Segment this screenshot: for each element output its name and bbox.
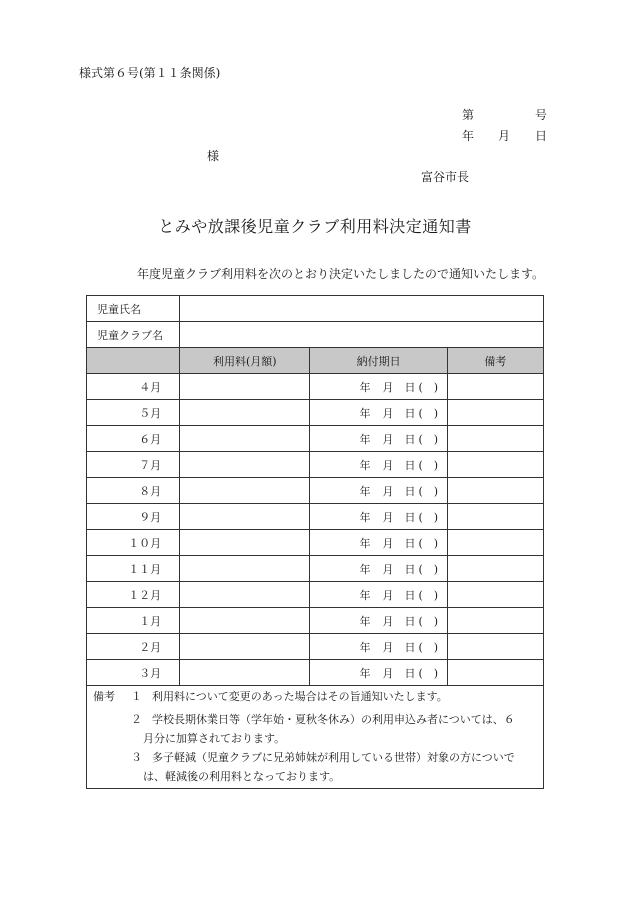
table-row [87,582,544,608]
table-row [87,400,544,426]
fee-cell[interactable] [180,374,310,400]
due-weekday-paren: ( ) [418,640,439,654]
table-row [87,530,544,556]
due-weekday-paren: ( ) [418,432,439,446]
due-day-label: 日 [404,640,416,654]
issuer-name: 富谷市長 [421,170,470,184]
due-month-label: 月 [382,458,394,472]
note-text-3b: は、軽減後の利用料となっております。 [143,770,341,783]
remarks-cell[interactable] [447,478,543,504]
due-day-label: 日 [404,588,416,602]
fee-cell[interactable] [180,582,310,608]
due-weekday-paren: ( ) [418,380,439,394]
header-due-date: 納付期日 [310,348,447,374]
note-text-2a: 学校長期休業日等（学年始・夏秋冬休み）の利用申込み者については、６ [152,713,515,726]
remarks-cell[interactable] [447,452,543,478]
due-year-label: 年 [359,588,371,602]
month-label: １２月 [87,582,180,608]
fee-table [86,295,544,686]
due-date-cell[interactable] [310,582,447,608]
due-month-label: 月 [382,640,394,654]
intro-text: 年度児童クラブ利用料を次のとおり決定いたしましたので通知いたします。 [137,267,545,281]
due-year-label: 年 [359,666,371,680]
due-day-label: 日 [404,536,416,550]
due-month-label: 月 [382,562,394,576]
due-day-label: 日 [404,484,416,498]
due-year-label: 年 [359,510,371,524]
fee-cell[interactable] [180,452,310,478]
due-day-label: 日 [404,562,416,576]
due-date-cell[interactable] [310,530,447,556]
due-year-label: 年 [359,562,371,576]
due-year-label: 年 [359,484,371,498]
remarks-cell[interactable] [447,374,543,400]
table-row [87,504,544,530]
month-label: １１月 [87,556,180,582]
table-row [87,634,544,660]
due-date-cell[interactable] [310,504,447,530]
due-date-cell[interactable] [310,556,447,582]
due-year-label: 年 [359,406,371,420]
due-weekday-paren: ( ) [418,614,439,628]
fee-cell[interactable] [180,608,310,634]
due-date-cell[interactable] [310,478,447,504]
due-month-label: 月 [382,484,394,498]
due-month-label: 月 [382,510,394,524]
month-label: ３月 [87,660,180,686]
due-day-label: 日 [404,510,416,524]
child-name-field[interactable] [180,296,544,322]
month-label: １０月 [87,530,180,556]
month-label: ６月 [87,426,180,452]
note-text-1: 利用料について変更のあった場合はその旨通知いたします。 [152,690,448,703]
remarks-cell[interactable] [447,530,543,556]
month-label: ４月 [87,374,180,400]
remarks-cell[interactable] [447,582,543,608]
issue-date-month: 月 [498,129,511,143]
table-row [87,452,544,478]
table-row [87,374,544,400]
month-label: ７月 [87,452,180,478]
remarks-cell[interactable] [447,608,543,634]
due-month-label: 月 [382,536,394,550]
due-date-cell[interactable] [310,452,447,478]
addressee-suffix: 様 [207,149,220,163]
document-number-suffix: 号 [535,108,548,122]
due-weekday-paren: ( ) [418,562,439,576]
table-row [87,478,544,504]
remarks-cell[interactable] [447,426,543,452]
due-weekday-paren: ( ) [418,666,439,680]
fee-cell[interactable] [180,504,310,530]
due-weekday-paren: ( ) [418,588,439,602]
due-date-cell[interactable] [310,426,447,452]
fee-cell[interactable] [180,478,310,504]
remarks-cell[interactable] [447,400,543,426]
remarks-cell[interactable] [447,504,543,530]
due-year-label: 年 [359,458,371,472]
child-name-label: 児童氏名 [87,296,180,322]
due-weekday-paren: ( ) [418,484,439,498]
due-weekday-paren: ( ) [418,536,439,550]
month-label: ２月 [87,634,180,660]
info-row-child-name [87,296,544,322]
month-label: ８月 [87,478,180,504]
note-number-1: １ [131,690,142,703]
due-weekday-paren: ( ) [418,406,439,420]
due-year-label: 年 [359,536,371,550]
table-row [87,426,544,452]
due-month-label: 月 [382,380,394,394]
due-day-label: 日 [404,614,416,628]
due-year-label: 年 [359,614,371,628]
due-day-label: 日 [404,666,416,680]
fee-cell[interactable] [180,400,310,426]
document-title: とみや放課後児童クラブ利用料決定通知書 [158,217,472,236]
month-label: １月 [87,608,180,634]
fee-cell[interactable] [180,634,310,660]
due-year-label: 年 [359,380,371,394]
due-date-cell[interactable] [310,374,447,400]
club-name-field[interactable] [180,322,544,348]
due-weekday-paren: ( ) [418,458,439,472]
month-label: ５月 [87,400,180,426]
document-number-prefix: 第 [462,108,475,122]
due-weekday-paren: ( ) [418,510,439,524]
note-text-3a: 多子軽減（児童クラブに兄弟姉妹が利用している世帯）対象の方についで [152,751,515,764]
notes-label: 備考 [93,690,115,703]
form-number: 様式第６号(第１１条関係) [79,66,221,80]
due-day-label: 日 [404,458,416,472]
fee-cell[interactable] [180,426,310,452]
due-date-cell[interactable] [310,400,447,426]
issue-date-year: 年 [462,129,475,143]
issue-date-day: 日 [535,129,548,143]
due-day-label: 日 [404,380,416,394]
fee-cell[interactable] [180,556,310,582]
notes-box [86,680,544,789]
fee-cell[interactable] [180,530,310,556]
header-month [87,348,180,374]
due-year-label: 年 [359,432,371,446]
header-fee: 利用料(月額) [180,348,310,374]
remarks-cell[interactable] [447,634,543,660]
due-month-label: 月 [382,666,394,680]
due-month-label: 月 [382,432,394,446]
due-year-label: 年 [359,640,371,654]
due-day-label: 日 [404,406,416,420]
due-month-label: 月 [382,406,394,420]
note-number-2: ２ [131,713,142,726]
info-row-club-name [87,322,544,348]
month-label: ９月 [87,504,180,530]
header-remarks: 備考 [447,348,543,374]
due-month-label: 月 [382,614,394,628]
table-row [87,556,544,582]
table-header-row [87,348,544,374]
note-number-3: ３ [131,751,142,764]
club-name-label: 児童クラブ名 [87,322,180,348]
due-date-cell[interactable] [310,634,447,660]
table-row [87,608,544,634]
note-text-2b: 月分に加算されております。 [143,732,286,745]
due-month-label: 月 [382,588,394,602]
remarks-cell[interactable] [447,556,543,582]
due-date-cell[interactable] [310,608,447,634]
due-day-label: 日 [404,432,416,446]
